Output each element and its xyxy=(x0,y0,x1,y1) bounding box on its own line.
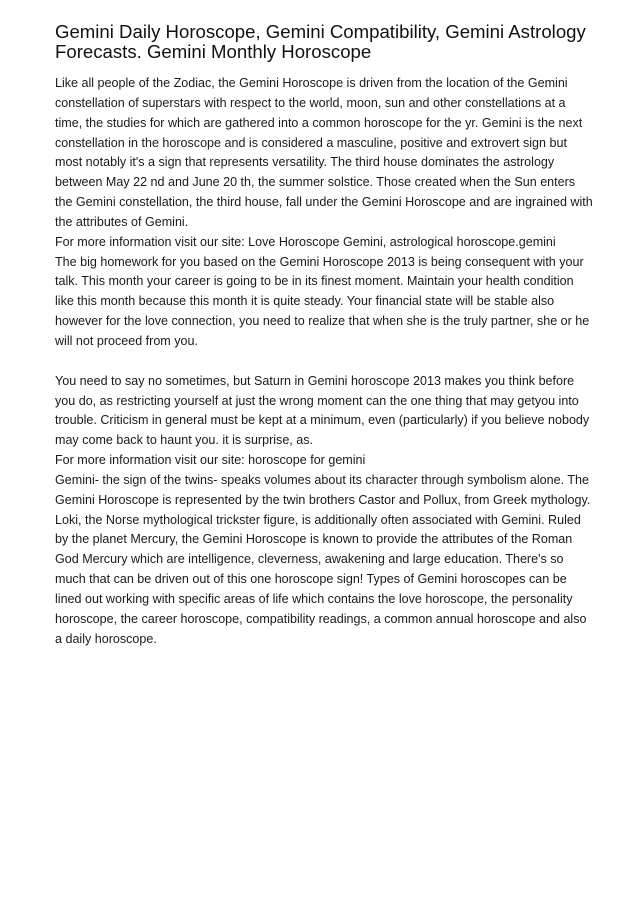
document-page xyxy=(55,22,595,649)
paragraph-more-info-gemini: For more information visit our site: horoscope for gemini xyxy=(55,453,366,468)
paragraph-gemini-intro: Like all people of the Zodiac, the Gemini Horoscope is driven from the location of the Gemini constellation of superstars with respect to the world, moon, sun and other constellations at a time, the studies for which are gathered into a common horoscope for the yr. Gemini is the next constellation in the horoscope and is considered a masculine, positive and extrovert sign but most notably it's a sign that represents versatility. The third house dominates the astrology between May 22 nd and June 20 th, the summer solstice. Those created when the Sun enters the Gemini constellation, the third house, fall under the Gemini Horoscope and are ingrained with the attributes of Gemini. xyxy=(55,76,593,229)
document-body xyxy=(55,74,595,649)
document-title: Gemini Daily Horoscope, Gemini Compatibility, Gemini Astrology Forecasts. Gemini Monthly Horoscope xyxy=(55,21,586,62)
paragraph-twins: Gemini- the sign of the twins- speaks volumes about its character through symbolism alone. The Gemini Horoscope is represented by the twin brothers Castor and Pollux, from Greek mythology. Loki, the Norse mythological trickster figure, is additionally often associated with Gemini. Ruled by the planet Mercury, the Gemini Horoscope is known to provide the attributes of the Roman God Mercury which are intelligence, cleverness, awakening and large education. There's so much that can be driven out of this one horoscope sign! Types of Gemini horoscopes can be lined out working with specific areas of life which contains the love horoscope, the personality horoscope, the career horoscope, compatibility readings, a common annual horoscope and also a daily horoscope. xyxy=(55,472,591,646)
paragraph-spacer xyxy=(55,352,595,372)
paragraph-more-info-love: For more information visit our site: Love Horoscope Gemini, astrological horoscope.gemini xyxy=(55,234,556,249)
paragraph-homework-2013: The big homework for you based on the Gemini Horoscope 2013 is being consequent with your talk. This month your career is going to be in its finest moment. Maintain your health condition like this month because this month it is quite steady. Your financial state will be stable also however for the love connection, you need to realize that when she is the truly partner, she or he will not proceed from you. xyxy=(55,254,590,348)
paragraph-saturn: You need to say no sometimes, but Saturn in Gemini horoscope 2013 makes you think before you do, as restricting yourself at just the wrong moment can the one thing that may getyou into trouble. Criticism in general must be kept at a minimum, even (particularly) if you believe nobody may come back to haunt you. it is surprise, as. xyxy=(55,373,590,448)
